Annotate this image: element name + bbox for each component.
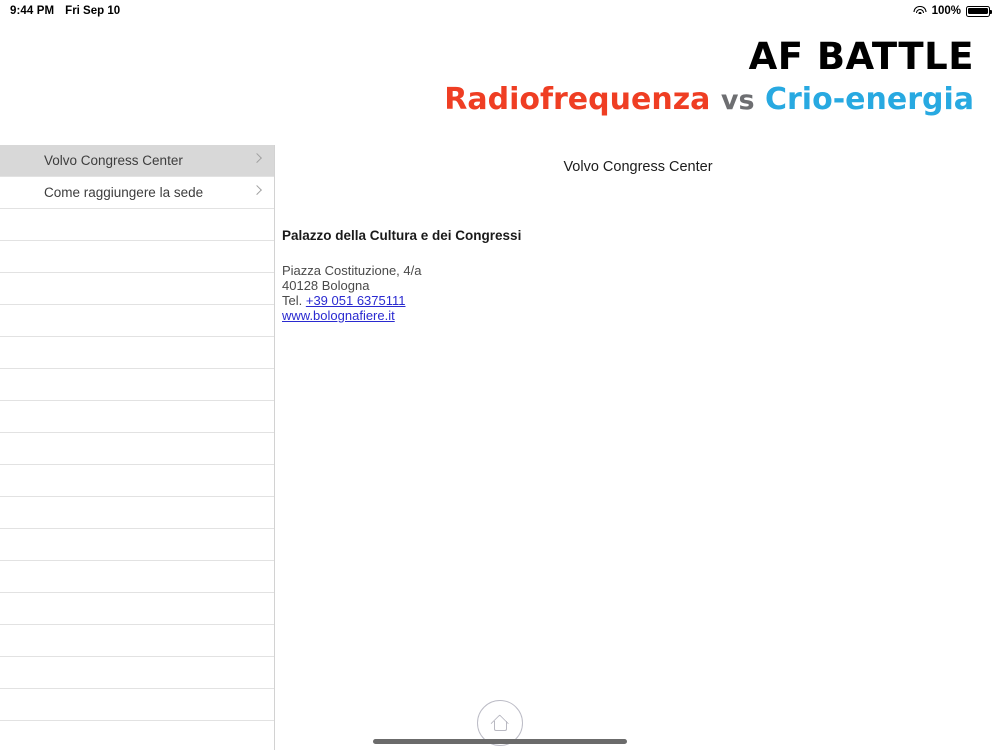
status-bar-right (913, 5, 990, 17)
phone-link[interactable]: +39 051 6375111 (305, 293, 406, 308)
venue-address (282, 263, 1000, 323)
battery-percent: 100% (931, 5, 961, 17)
sidebar-empty-row (0, 561, 274, 593)
address-line-1: Piazza Costituzione, 4/a (282, 263, 422, 278)
sidebar-empty-row (0, 529, 274, 561)
sidebar[interactable] (0, 145, 275, 750)
sidebar-empty-row (0, 369, 274, 401)
home-icon (491, 715, 510, 732)
sidebar-item-volvo-congress-center[interactable] (0, 145, 274, 177)
chevron-right-icon (252, 153, 262, 163)
website-row (282, 308, 1000, 323)
sidebar-item-come-raggiungere-la-sede[interactable] (0, 177, 274, 209)
sidebar-empty-row (0, 625, 274, 657)
detail-header (276, 145, 1000, 188)
detail-pane (276, 145, 1000, 750)
sidebar-empty-row (0, 401, 274, 433)
phone-row (282, 293, 1000, 308)
status-bar-left (10, 5, 120, 17)
event-subtitle-right: Crio-energia (764, 81, 974, 117)
event-subtitle-left: Radiofrequenza (444, 81, 711, 117)
event-title: AF BATTLE (748, 35, 974, 78)
battery-full-icon (966, 6, 990, 17)
sidebar-empty-row (0, 209, 274, 241)
phone-label: Tel. (282, 293, 303, 308)
sidebar-empty-row (0, 433, 274, 465)
page-title: Volvo Congress Center (563, 158, 713, 175)
sidebar-empty-rows (0, 209, 274, 721)
sidebar-empty-row (0, 273, 274, 305)
status-date: Fri Sep 10 (65, 5, 121, 17)
home-indicator[interactable] (373, 739, 627, 744)
wifi-icon (913, 6, 927, 17)
address-line-2: 40128 Bologna (282, 278, 370, 293)
sidebar-empty-row (0, 337, 274, 369)
sidebar-empty-row (0, 241, 274, 273)
event-banner (0, 22, 1000, 145)
venue-name: Palazzo della Cultura e dei Congressi (282, 228, 522, 243)
detail-body (276, 188, 1000, 323)
sidebar-empty-row (0, 593, 274, 625)
sidebar-empty-row (0, 657, 274, 689)
sidebar-empty-row (0, 305, 274, 337)
sidebar-empty-row (0, 497, 274, 529)
status-time: 9:44 PM (10, 5, 55, 17)
sidebar-empty-row (0, 689, 274, 721)
sidebar-item-label: Volvo Congress Center (44, 153, 183, 168)
website-link[interactable]: www.bolognafiere.it (282, 308, 395, 323)
status-bar (0, 0, 1000, 22)
sidebar-empty-row (0, 465, 274, 497)
event-subtitle (444, 83, 974, 116)
sidebar-item-label: Come raggiungere la sede (44, 185, 204, 200)
event-subtitle-vs: vs (720, 84, 755, 116)
chevron-right-icon (252, 185, 262, 195)
event-banner-text (444, 35, 974, 117)
